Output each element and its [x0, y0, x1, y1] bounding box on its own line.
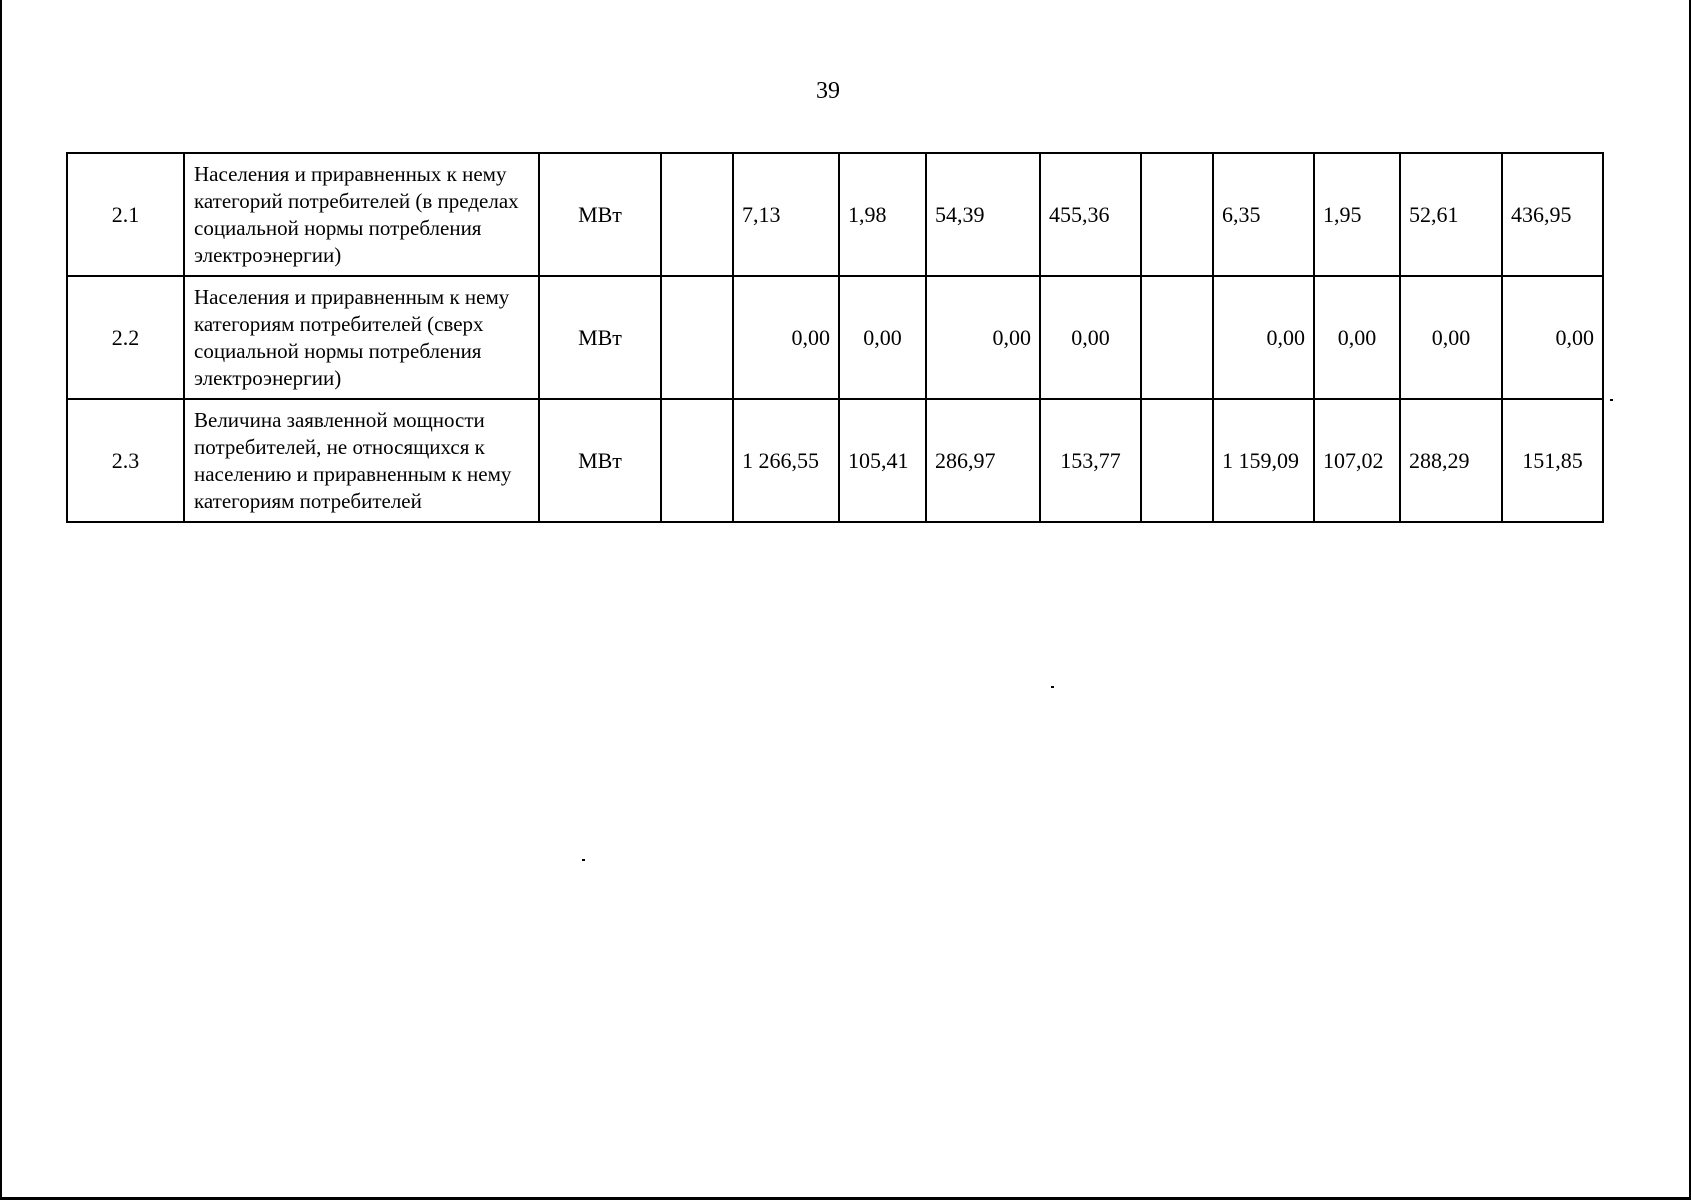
value-cell: 107,02 — [1314, 399, 1400, 522]
scan-speck — [1051, 686, 1054, 688]
row-number: 2.2 — [67, 276, 184, 399]
empty-cell — [661, 153, 733, 276]
scan-speck — [1610, 399, 1613, 401]
value-cell: 54,39 — [926, 153, 1040, 276]
scan-speck — [582, 859, 585, 861]
value-cell: 455,36 — [1040, 153, 1141, 276]
row-number: 2.3 — [67, 399, 184, 522]
value-cell: 1 159,09 — [1213, 399, 1314, 522]
value-cell: 0,00 — [926, 276, 1040, 399]
value-cell: 6,35 — [1213, 153, 1314, 276]
value-cell: 0,00 — [1400, 276, 1502, 399]
row-number: 2.1 — [67, 153, 184, 276]
value-cell: 7,13 — [733, 153, 839, 276]
row-description: Населения и приравненным к нему категориям потребителей (сверх социальной нормы потребления электроэнергии) — [184, 276, 539, 399]
value-cell: 105,41 — [839, 399, 926, 522]
value-cell: 0,00 — [839, 276, 926, 399]
table-row — [67, 399, 1603, 522]
row-description: Населения и приравненных к нему категорий потребителей (в пределах социальной нормы потребления электроэнергии) — [184, 153, 539, 276]
value-cell: 151,85 — [1502, 399, 1603, 522]
value-cell: 0,00 — [1314, 276, 1400, 399]
page-number: 39 — [816, 78, 840, 104]
row-unit: МВт — [539, 153, 661, 276]
value-cell: 1 266,55 — [733, 399, 839, 522]
value-cell: 52,61 — [1400, 153, 1502, 276]
value-cell: 0,00 — [1213, 276, 1314, 399]
row-unit: МВт — [539, 276, 661, 399]
value-cell: 0,00 — [733, 276, 839, 399]
row-description: Величина заявленной мощности потребителей, не относящихся к населению и приравненным к нему категориям потребителей — [184, 399, 539, 522]
value-cell: 0,00 — [1502, 276, 1603, 399]
value-cell: 286,97 — [926, 399, 1040, 522]
empty-cell — [1141, 399, 1213, 522]
value-cell: 0,00 — [1040, 276, 1141, 399]
empty-cell — [1141, 153, 1213, 276]
empty-cell — [661, 276, 733, 399]
value-cell: 1,95 — [1314, 153, 1400, 276]
table-row — [67, 153, 1603, 276]
empty-cell — [661, 399, 733, 522]
table-row — [67, 276, 1603, 399]
empty-cell — [1141, 276, 1213, 399]
data-table — [66, 152, 1604, 523]
value-cell: 288,29 — [1400, 399, 1502, 522]
row-unit: МВт — [539, 399, 661, 522]
value-cell: 436,95 — [1502, 153, 1603, 276]
value-cell: 153,77 — [1040, 399, 1141, 522]
value-cell: 1,98 — [839, 153, 926, 276]
